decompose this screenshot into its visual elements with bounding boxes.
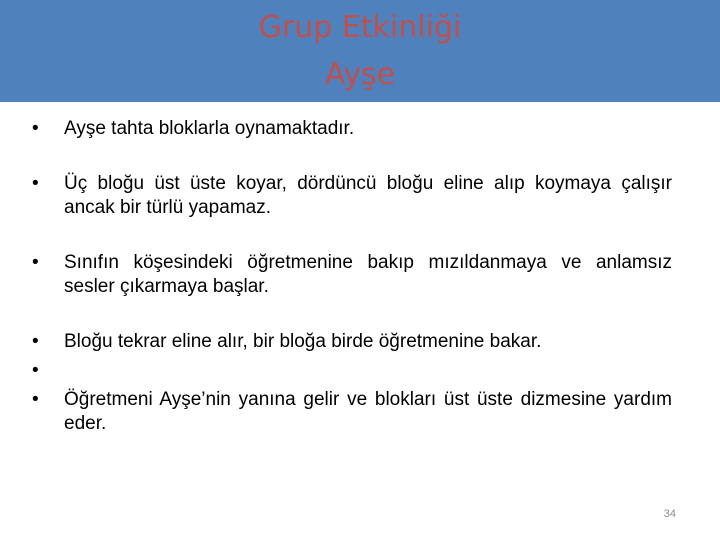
bullet-dot: • — [32, 252, 39, 273]
bullet-item — [32, 251, 672, 299]
bullet-text: Üç bloğu üst üste koyar, dördüncü bloğu eline alıp koymaya çalışır ancak bir türlü yapamaz. — [64, 173, 672, 218]
bullet-dot: • — [32, 360, 39, 381]
bullet-item — [32, 117, 672, 141]
bullet-item — [32, 330, 672, 354]
bullet-text: Sınıfın köşesindeki öğretmenine bakıp mızıldanmaya ve anlamsız sesler çıkarmaya başlar. — [64, 252, 672, 297]
bullet-item — [32, 172, 672, 220]
slide-subtitle: Ayşe — [324, 57, 396, 92]
slide-title: Grup Etkinliği — [258, 10, 462, 45]
bullet-text — [64, 360, 69, 381]
bullet-text: Ayşe tahta bloklarla oynamaktadır. — [64, 118, 355, 139]
bullet-text: Öğretmeni Ayşe’nin yanına gelir ve blokları üst üste dizmesine yardım eder. — [64, 389, 672, 434]
bullet-text: Bloğu tekrar eline alır, bir bloğa birde öğretmenine bakar. — [64, 331, 542, 352]
bullet-item — [32, 388, 672, 436]
bullet-dot: • — [32, 389, 39, 410]
bullet-list — [32, 117, 672, 436]
page-number: 34 — [663, 508, 676, 520]
bullet-item-empty — [32, 359, 672, 383]
title-bar — [0, 0, 720, 102]
bullet-dot: • — [32, 331, 39, 352]
bullet-dot: • — [32, 118, 39, 139]
bullet-dot: • — [32, 173, 39, 194]
